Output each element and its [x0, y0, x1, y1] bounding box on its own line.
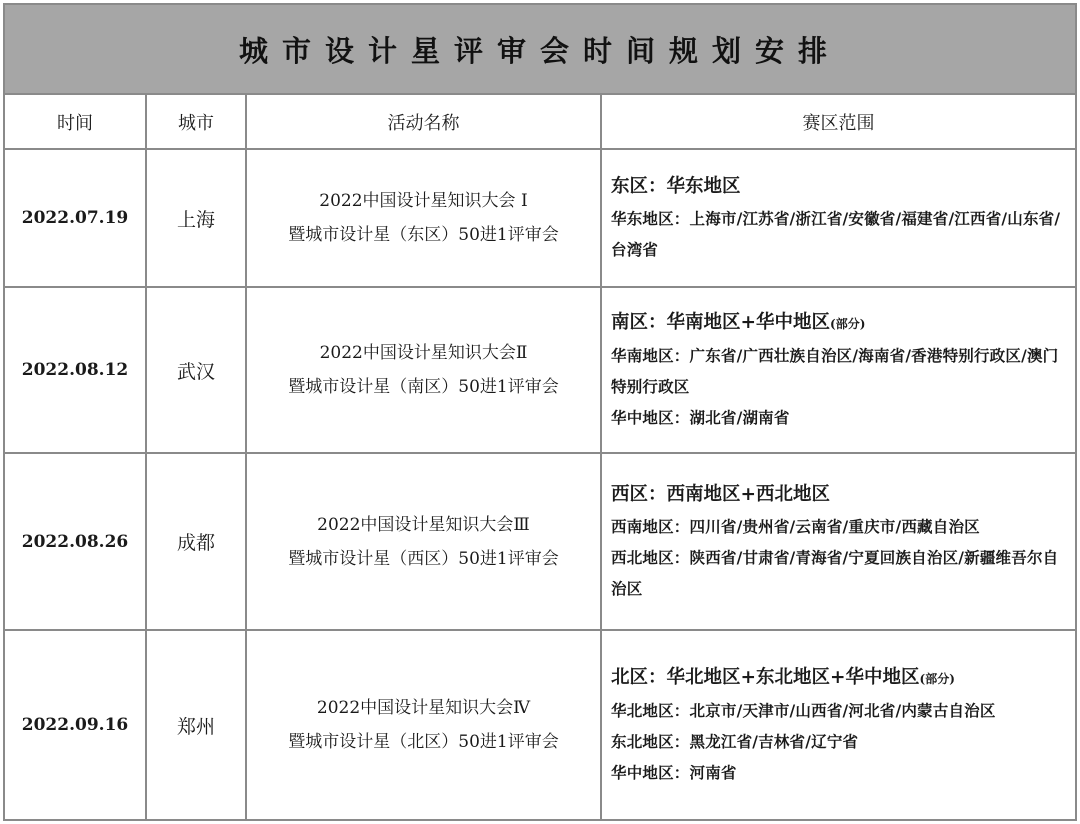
- zone-label: 南区：华南地区+华中地区: [611, 312, 831, 333]
- region-cell: [602, 454, 1075, 629]
- header-time: 时间: [5, 95, 147, 148]
- activity-line1: 2022中国设计星知识大会 I: [319, 191, 528, 211]
- schedule-table: [3, 3, 1077, 821]
- zone-note: (部分): [919, 672, 955, 686]
- table-row: [5, 631, 1075, 819]
- zone-label: 西区：西南地区+西北地区: [611, 484, 831, 505]
- zone-title: [611, 171, 1071, 203]
- region-detail: 华北地区：北京市/天津市/山西省/河北省/内蒙古自治区: [611, 701, 996, 720]
- activity-cell: [247, 631, 602, 819]
- table-row: [5, 288, 1075, 454]
- region-detail: 华南地区：广东省/广西壮族自治区/海南省/香港特别行政区/澳门特别行政区: [611, 346, 1059, 396]
- activity-line1: 2022中国设计星知识大会Ⅱ: [319, 343, 528, 363]
- city-cell: 成都: [147, 454, 247, 629]
- table-row: [5, 454, 1075, 631]
- activity-line1: 2022中国设计星知识大会Ⅳ: [316, 698, 531, 718]
- region-cell: [602, 150, 1075, 286]
- header-row: [5, 95, 1075, 150]
- header-region: 赛区范围: [802, 112, 875, 134]
- zone-title: [611, 662, 1071, 695]
- zone-title: [611, 479, 1071, 511]
- date-cell: 2022.08.26: [5, 454, 147, 629]
- activity-cell: [247, 150, 602, 286]
- zone-title: [611, 307, 1071, 340]
- activity-line1: 2022中国设计星知识大会Ⅲ: [317, 514, 530, 535]
- date-cell: 2022.07.19: [5, 150, 147, 286]
- region-cell: [602, 288, 1075, 452]
- city-cell: 郑州: [147, 631, 247, 819]
- table-title-bar: [5, 5, 1075, 95]
- header-activity: 活动名称: [247, 95, 602, 148]
- header-city: 城市: [147, 95, 247, 148]
- zone-note: (部分): [830, 317, 866, 331]
- date-cell: 2022.08.12: [5, 288, 147, 452]
- table-title: 城市设计星评审会时间规划安排: [238, 33, 841, 68]
- region-detail: 东北地区：黑龙江省/吉林省/辽宁省: [611, 732, 859, 751]
- region-detail: 华中地区：湖北省/湖南省: [611, 408, 790, 427]
- region-detail: 华东地区：上海市/江苏省/浙江省/安徽省/福建省/江西省/山东省/台湾省: [611, 209, 1061, 259]
- zone-label: 北区：华北地区+东北地区+华中地区: [611, 667, 920, 688]
- zone-label: 东区：华东地区: [611, 176, 741, 197]
- region-detail: 华中地区：河南省: [611, 763, 737, 782]
- activity-line2: 暨城市设计星（西区）50进1评审会: [288, 548, 559, 569]
- region-detail: 西南地区：四川省/贵州省/云南省/重庆市/西藏自治区: [611, 517, 980, 536]
- activity-cell: [247, 454, 602, 629]
- activity-line2: 暨城市设计星（东区）50进1评审会: [288, 225, 559, 245]
- activity-line2: 暨城市设计星（北区）50进1评审会: [288, 732, 559, 752]
- city-cell: 武汉: [147, 288, 247, 452]
- date-cell: 2022.09.16: [5, 631, 147, 819]
- region-detail: 西北地区：陕西省/甘肃省/青海省/宁夏回族自治区/新疆维吾尔自治区: [611, 548, 1059, 598]
- region-cell: [602, 631, 1075, 819]
- activity-cell: [247, 288, 602, 452]
- table-row: [5, 150, 1075, 288]
- activity-line2: 暨城市设计星（南区）50进1评审会: [288, 377, 559, 397]
- city-cell: 上海: [147, 150, 247, 286]
